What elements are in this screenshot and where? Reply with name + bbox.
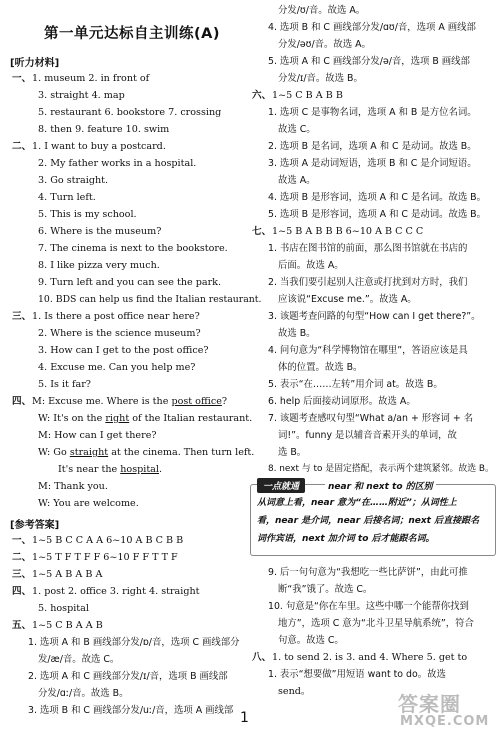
- text-line: 4. Turn left.: [38, 192, 96, 203]
- explanation-line: 5. 表示“在……左转”用介词 at。故选 B。: [268, 379, 443, 390]
- answer-line: 1. post 2. office 3. right 4. straight: [32, 586, 200, 597]
- explanation-line: 分发/ɪ/音。故选 B。: [278, 73, 363, 84]
- explanation-line: 4. 选项 B 是形容词，选项 A 和 C 是名词。故选 B。: [268, 192, 486, 203]
- explanation-line: 分发/ɑː/音。故选 B。: [38, 688, 129, 699]
- explanation-line: 7. 该题考查感叹句型“What a/an + 形容词 + 名: [268, 413, 474, 424]
- answer-line: 1~5 A B A B A: [32, 569, 103, 580]
- text-line: 7. The cinema is next to the bookstore.: [38, 243, 228, 254]
- text-line: 1. I want to buy a postcard.: [32, 141, 166, 152]
- section-label: 一、: [12, 73, 32, 84]
- explanation-line: 5. 选项 A 和 C 画线部分发/ə/音，选项 B 画线部: [268, 56, 470, 67]
- explanation-line: 9. 后一句句意为“我想吃一些比萨饼”，由此可推: [268, 567, 468, 578]
- section-label: 六、: [252, 90, 272, 101]
- text-line: 10. BDS can help us find the Italian restaurant.: [38, 294, 262, 305]
- dialogue-line: M: How can I get there?: [38, 430, 157, 441]
- explanation-line: 故选 A。: [278, 175, 316, 186]
- explanation-line: 4. 问句意为“科学博物馆在哪里”，答语应该是具: [268, 345, 468, 356]
- tip-heading: near 和 next to 的区别: [325, 479, 436, 492]
- section-label: 五、: [12, 620, 32, 631]
- section-label: 四、: [12, 396, 32, 407]
- section-label: 七、: [252, 226, 272, 237]
- explanation-line: 选 B。: [278, 447, 307, 458]
- text-line: 2. Where is the science museum?: [38, 328, 201, 339]
- explanation-line: 1. 书店在图书馆的前面，那么图书馆就在书店的: [268, 243, 468, 254]
- dialogue-line: W: Go straight at the cinema. Then turn left.: [38, 447, 255, 458]
- explanation-line: 应该说“Excuse me.”。故选 A。: [278, 294, 417, 305]
- explanation-line: 1. 选项 A 和 B 画线部分发/ɒ/音，选项 C 画线部分: [28, 637, 240, 648]
- explanation-line: 2. 选项 B 是名词，选项 A 和 C 是动词。故选 B。: [268, 141, 477, 152]
- explanation-line: 词!”。funny 是以辅音音素开头的单词，故: [278, 430, 457, 441]
- page-number: 1: [240, 710, 249, 726]
- explanation-line: 分发/əʊ/音。故选 A。: [278, 39, 371, 50]
- text-line: 5. restaurant 6. bookstore 7. crossing: [38, 107, 222, 118]
- text-line: 4. Excuse me. Can you help me?: [38, 362, 196, 373]
- answer-line: 1~5 T F T F F 6~10 F F T T F: [32, 552, 178, 563]
- answer-line: 1. to send 2. is 3. and 4. Where 5. get to: [272, 652, 468, 663]
- dialogue-line: W: It's on the right of the Italian restaurant.: [38, 413, 253, 424]
- section-label: 三、: [12, 569, 32, 580]
- explanation-line: 5. 选项 B 是形容词，选项 A 和 C 是动词。故选 B。: [268, 209, 486, 220]
- dialogue-line: It's near the hospital.: [58, 464, 163, 475]
- explanation-line: 2. 选项 A 和 C 画线部分发/ɪ/音，选项 B 画线部: [28, 671, 228, 682]
- text-line: 6. Where is the museum?: [38, 226, 162, 237]
- watermark-url: MXQE.COM: [400, 714, 490, 729]
- explanation-line: 分发/ʊ/音。故选 A。: [278, 5, 366, 16]
- section-label: 二、: [12, 552, 32, 563]
- explanation-line: 故选 B。: [278, 328, 316, 339]
- answer-line: 1~5 C B A A B: [32, 620, 103, 631]
- explanation-line: 10. 句意是“你在车里。这些中哪一个能帮你找到: [268, 601, 469, 612]
- explanation-line: 1. 选项 C 是事物名词，选项 A 和 B 是方位名词。: [268, 107, 477, 118]
- explanation-line: 发/æ/音。故选 C。: [38, 654, 120, 665]
- tip-line: 从词意上看，near 意为“在……附近”；从词性上: [257, 498, 457, 508]
- explanation-line: send。: [278, 686, 311, 697]
- section-label: 一、: [12, 535, 32, 546]
- explanation-line: 3. 该题考查问路的句型“How can I get there?”。: [268, 311, 481, 322]
- text-line: 3. How can I get to the post office?: [38, 345, 209, 356]
- answer-line: 1~5 C B A B B: [272, 90, 343, 101]
- explanation-line: 句意。故选 C。: [278, 635, 344, 646]
- section-label: 四、: [12, 586, 32, 597]
- text-line: 2. My father works in a hospital.: [38, 158, 197, 169]
- tip-line: 看，near 是介词，near 后接名词；next 后直接跟名: [257, 516, 480, 526]
- explanation-line: 断“我”饿了。故选 C。: [278, 584, 373, 595]
- explanation-line: 6. help 后面接动词原形。故选 A。: [268, 396, 416, 407]
- answers-heading: [参考答案]: [10, 520, 60, 531]
- page-title: 第一单元达标自主训练(A): [44, 26, 220, 42]
- text-line: 8. then 9. feature 10. swim: [38, 124, 170, 135]
- answer-line: 1~5 B C C A A 6~10 A B C B B: [32, 535, 184, 546]
- explanation-line: 1. 表示“想要做”用短语 want to do。故选: [268, 669, 446, 680]
- dialogue-line: M: Excuse me. Where is the post office?: [32, 396, 228, 407]
- explanation-line: 故选 C。: [278, 124, 316, 135]
- answer-line: 5. hospital: [38, 603, 89, 614]
- tip-box: [250, 484, 496, 556]
- dialogue-line: M: Thank you.: [38, 481, 108, 492]
- explanation-line: 3. 选项 B 和 C 画线部分发/uː/音，选项 A 画线部: [28, 705, 234, 716]
- text-line: 3. straight 4. map: [38, 90, 125, 101]
- text-line: 1. Is there a post office near here?: [32, 311, 200, 322]
- listening-heading: [听力材料]: [10, 58, 60, 69]
- text-line: 5. This is my school.: [38, 209, 137, 220]
- watermark-text: 答案圈: [398, 692, 461, 716]
- explanation-line: 3. 选项 A 是动词短语，选项 B 和 C 是介词短语。: [268, 158, 477, 169]
- tip-line: 词作宾语，next 加介词 to 后才能跟名词。: [257, 534, 435, 544]
- explanation-line: 后面。故选 A。: [278, 260, 344, 271]
- answer-line: 1~5 B A B B B 6~10 A B C C C: [272, 226, 424, 237]
- text-line: 1. museum 2. in front of: [32, 73, 150, 84]
- section-label: 二、: [12, 141, 32, 152]
- dialogue-line: W: You are welcome.: [38, 498, 139, 509]
- explanation-line: 8. next 与 to 是固定搭配，表示两个建筑紧邻。故选 B。: [268, 464, 494, 474]
- explanation-line: 地方”，选项 C 意为“北斗卫星导航系统”，符合: [278, 618, 474, 629]
- text-line: 9. Turn left and you can see the park.: [38, 277, 222, 288]
- watermark-logo: [398, 688, 498, 732]
- tip-badge: 一点就通: [257, 478, 305, 493]
- explanation-line: 2. 当我们要引起别人注意或打扰到对方时，我们: [268, 277, 468, 288]
- section-label: 八、: [252, 652, 272, 663]
- text-line: 8. I like pizza very much.: [38, 260, 160, 271]
- text-line: 3. Go straight.: [38, 175, 109, 186]
- section-label: 三、: [12, 311, 32, 322]
- explanation-line: 4. 选项 B 和 C 画线部分发/ɑʊ/音，选项 A 画线部: [268, 22, 476, 33]
- explanation-line: 体的位置。故选 B。: [278, 362, 363, 373]
- text-line: 5. Is it far?: [38, 379, 91, 390]
